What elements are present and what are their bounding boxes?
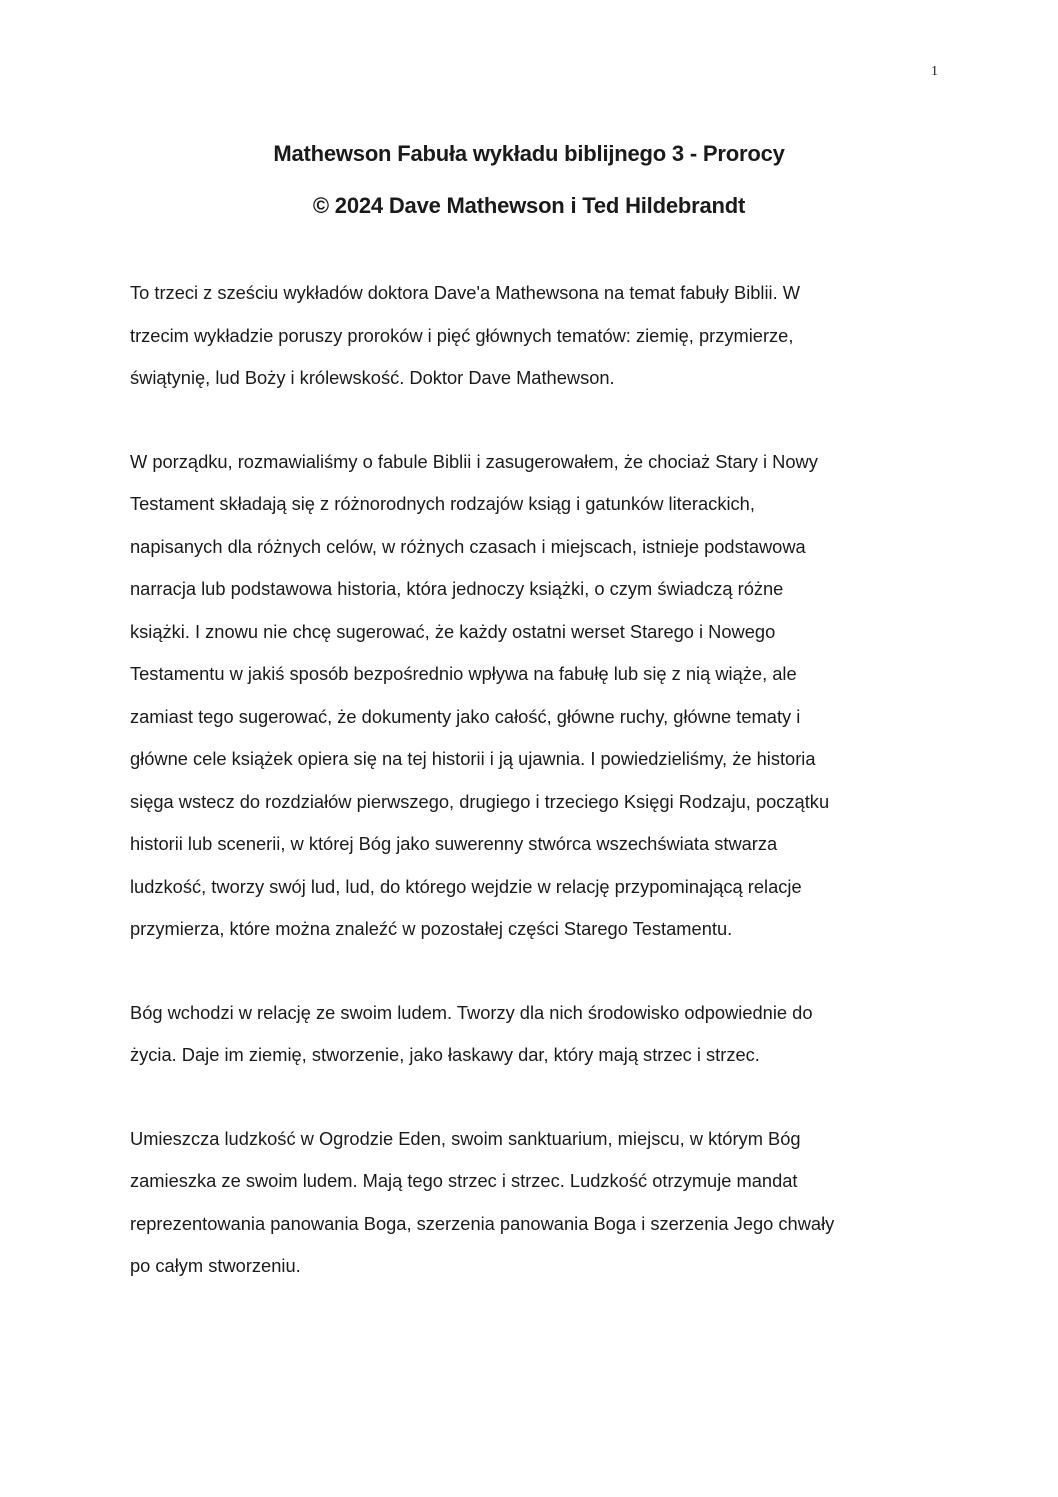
document-body: [130, 272, 930, 1329]
text-line: To trzeci z sześciu wykładów doktora Dave'a Mathewsona na temat fabuły Biblii. W: [130, 282, 801, 303]
text-line: życia. Daje im ziemię, stworzenie, jako łaskawy dar, który mają strzec i strzec.: [130, 1044, 760, 1065]
title-line-1: Mathewson Fabuła wykładu biblijnego 3 - Prorocy: [273, 141, 785, 166]
text-line: napisanych dla różnych celów, w różnych czasach i miejscach, istnieje podstawowa: [130, 535, 806, 557]
text-line: Testamentu w jakiś sposób bezpośrednio wpływa na fabułę lub się z nią wiąże, ale: [130, 663, 797, 684]
text-line: trzecim wykładzie poruszy proroków i pięć głównych tematów: ziemię, przymierze,: [130, 324, 794, 346]
text-line: historii lub scenerii, w której Bóg jako suwerenny stwórca wszechświata stwarza: [130, 833, 778, 854]
paragraph-main: [130, 441, 930, 951]
text-line: reprezentowania panowania Boga, szerzenia panowania Boga i szerzenia Jego chwały: [130, 1212, 835, 1234]
text-line: świątynię, lud Boży i królewskość. Doktor Dave Mathewson.: [130, 367, 615, 388]
text-line: główne cele książek opiera się na tej historii i ją ujawnia. I powiedzieliśmy, że historia: [130, 748, 816, 769]
text-line: narracja lub podstawowa historia, która jednoczy książki, o czym świadczą różne: [130, 578, 784, 599]
page-number: 1: [931, 64, 938, 79]
text-line: ludzkość, tworzy swój lud, lud, do którego wejdzie w relację przypominającą relacje: [130, 875, 802, 897]
text-line: sięga wstecz do rozdziałów pierwszego, drugiego i trzeciego Księgi Rodzaju, początku: [130, 790, 830, 812]
text-line: Testament składają się z różnorodnych rodzajów ksiąg i gatunków literackich,: [130, 493, 755, 514]
text-line: po całym stworzeniu.: [130, 1255, 301, 1276]
text-line: przymierza, które można znaleźć w pozostałej części Starego Testamentu.: [130, 918, 733, 939]
document-title: [0, 128, 1058, 232]
paragraph-eden: [130, 1118, 930, 1288]
text-line: Bóg wchodzi w relację ze swoim ludem. Tworzy dla nich środowisko odpowiednie do: [130, 1001, 813, 1023]
text-line: Umieszcza ludzkość w Ogrodzie Eden, swoim sanktuarium, miejscu, w którym Bóg: [130, 1127, 801, 1149]
text-line: książki. I znowu nie chcę sugerować, że każdy ostatni werset Starego i Nowego: [130, 620, 776, 642]
text-line: zamieszka ze swoim ludem. Mają tego strzec i strzec. Ludzkość otrzymuje mandat: [130, 1170, 798, 1191]
text-line: zamiast tego sugerować, że dokumenty jako całość, główne ruchy, główne tematy i: [130, 705, 801, 727]
paragraph-relationship: [130, 992, 930, 1077]
text-line: W porządku, rozmawialiśmy o fabule Biblii i zasugerowałem, że chociaż Stary i Nowy: [130, 450, 818, 472]
title-line-2-copyright: © 2024 Dave Mathewson i Ted Hildebrandt: [312, 193, 746, 218]
paragraph-intro: [130, 272, 930, 400]
